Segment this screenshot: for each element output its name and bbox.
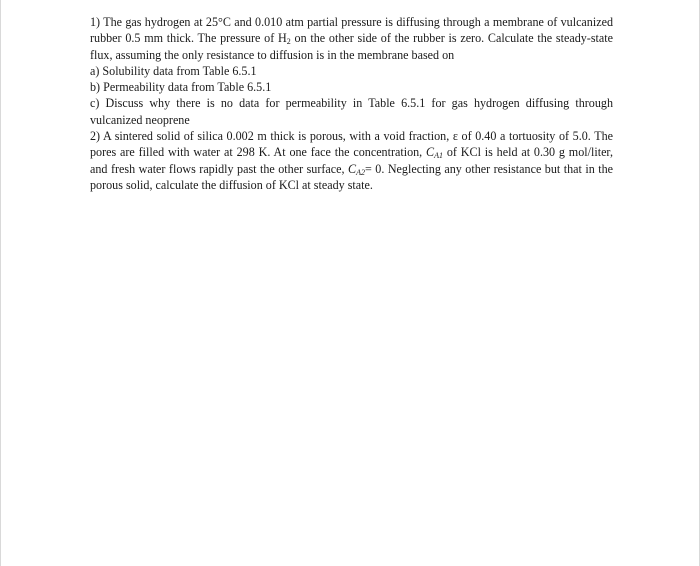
ca1-symbol: C (426, 145, 435, 160)
ca2-symbol: C (348, 161, 357, 176)
question-2-text-part-2: of KCl is held at 0.30 g mol/liter, and fresh water flows rapidly past the other surface, (90, 145, 613, 176)
question-2-text-part-3: = 0. Neglecting any other resistance but that in the porous solid, calculate the diffusion of KCl at steady state. (90, 161, 614, 192)
question-1-text-part-2: on the other side of the rubber is zero. Calculate the steady-state flux, assuming the only resistance to diffusion is in the membrane based on (90, 31, 613, 62)
ca2-subscript: A2 (356, 167, 365, 177)
ca1-subscript: A1 (434, 151, 444, 161)
question-2-text (90, 128, 613, 193)
question-1-text (90, 14, 613, 63)
question-1-part-c: c) Discuss why there is no data for permeability in Table 6.5.1 for gas hydrogen diffusing through vulcanized neoprene (90, 96, 613, 127)
h2-subscript: 2 (286, 37, 291, 47)
question-1-text-part-1: 1) The gas hydrogen at 25°C and 0.010 atm partial pressure is diffusing through a membrane of vulcanized rubber 0.5 mm thick. The pressure of H (90, 15, 613, 46)
document-body (90, 14, 613, 193)
question-1-part-a: a) Solubility data from Table 6.5.1 (90, 63, 257, 78)
question-2-text-part-1: 2) A sintered solid of silica 0.002 m thick is porous, with a void fraction, ε of 0.40 a tortuosity of 5.0. The pores are filled with water at 298 K. At one face the concentration, (90, 129, 613, 160)
question-1-part-b: b) Permeability data from Table 6.5.1 (90, 80, 272, 95)
